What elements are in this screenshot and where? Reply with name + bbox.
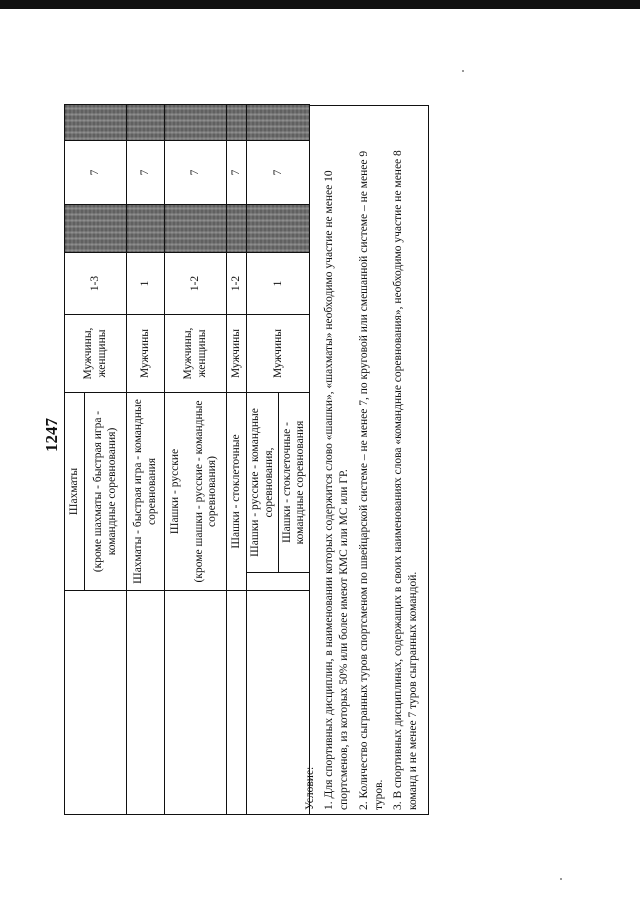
table-row bbox=[127, 105, 165, 815]
condition-item: 2. Количество сыгранных туров спортсменом по швейцарской системе – не менее 7, по круговой или смешанной системе – не менее 9 туров. bbox=[357, 150, 385, 810]
scan-speck bbox=[560, 878, 562, 880]
shaded-cell bbox=[127, 205, 165, 253]
blank-cell bbox=[127, 591, 165, 815]
blank-cell bbox=[165, 591, 227, 815]
gender-cell: Мужчины, женщины bbox=[65, 315, 127, 393]
sports-discipline-table bbox=[64, 104, 310, 815]
discipline-cell: Шашки - русские bbox=[165, 393, 187, 591]
shaded-cell bbox=[165, 105, 227, 141]
blank-cell bbox=[227, 591, 247, 815]
discipline-cell: Шашки - стоклеточные bbox=[227, 393, 247, 591]
page-number: 1247 bbox=[42, 418, 61, 452]
discipline-cell: (кроме шашки - русские - командные соревнования) bbox=[187, 393, 227, 591]
conditions-block bbox=[300, 115, 428, 815]
ranks-cell: 1-2 bbox=[227, 253, 247, 315]
discipline-cell: Шахматы - быстрая игра - командные соревнования bbox=[127, 393, 165, 591]
table-row bbox=[227, 105, 247, 815]
ranks-cell: 1-3 bbox=[65, 253, 127, 315]
value-cell: 7 bbox=[127, 141, 165, 205]
ranks-cell: 1 bbox=[247, 253, 310, 315]
gender-cell: Мужчины, женщины bbox=[165, 315, 227, 393]
ranks-cell: 1-2 bbox=[165, 253, 227, 315]
table-row bbox=[165, 105, 187, 815]
shaded-cell bbox=[227, 105, 247, 141]
value-cell: 7 bbox=[247, 141, 310, 205]
conditions-heading: Условие: bbox=[304, 766, 316, 810]
rotated-document-page bbox=[42, 105, 429, 815]
table-row bbox=[65, 105, 85, 815]
discipline-cell: Шахматы bbox=[65, 393, 85, 591]
condition-item: 1. Для спортивных дисциплин, в наименовании которых содержится слово «шашки», «шахматы» необходимо участие не менее 10 спортсменов, из которых 50% или более имеют КМС или МС или ГР. bbox=[323, 170, 351, 810]
shaded-cell bbox=[165, 205, 227, 253]
condition-item: 3. В спортивных дисциплинах, содержащих в своих наименованиях слова «командные соревнования», необходимо участие не менее 8 команд и не менее 7 туров сыгранных командой. bbox=[391, 150, 420, 810]
table-row bbox=[247, 105, 279, 815]
value-cell: 7 bbox=[65, 141, 127, 205]
shaded-cell bbox=[65, 205, 127, 253]
blank-cell bbox=[65, 591, 127, 815]
shaded-cell bbox=[227, 205, 247, 253]
discipline-cell: Шашки - стоклеточные - командные соревнования bbox=[279, 393, 310, 573]
shaded-cell bbox=[65, 105, 127, 141]
scan-top-border bbox=[0, 0, 640, 9]
discipline-cell: (кроме шахматы - быстрая игра - командные соревнования) bbox=[85, 393, 127, 591]
ranks-cell: 1 bbox=[127, 253, 165, 315]
value-cell: 7 bbox=[165, 141, 227, 205]
gender-cell: Мужчины bbox=[127, 315, 165, 393]
shaded-cell bbox=[127, 105, 165, 141]
gender-cell: Мужчины bbox=[247, 315, 310, 393]
discipline-cell: Шашки - русские - командные соревнования, bbox=[247, 393, 279, 573]
value-cell: 7 bbox=[227, 141, 247, 205]
scan-speck bbox=[462, 70, 464, 72]
gender-cell: Мужчины bbox=[227, 315, 247, 393]
